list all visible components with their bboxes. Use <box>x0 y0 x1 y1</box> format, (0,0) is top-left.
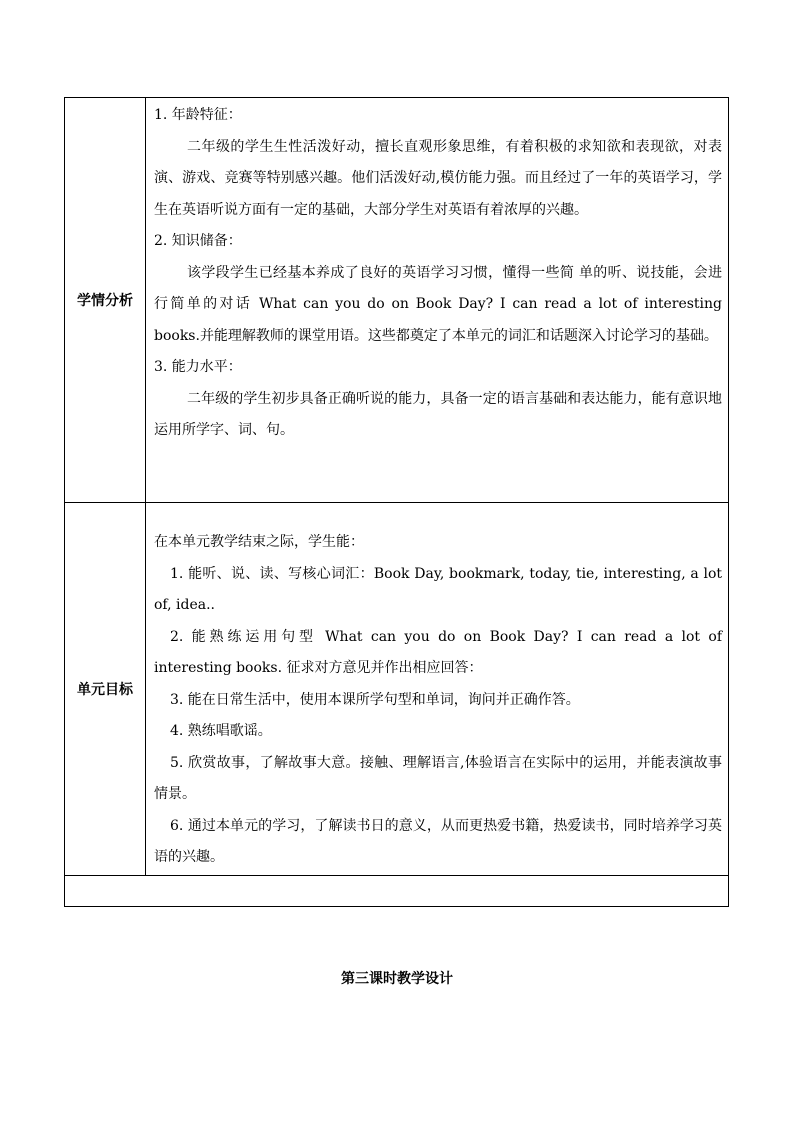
row-label-goals: 单元目标 <box>65 503 146 876</box>
goal-item-2: 2. 能熟练运用句型 What can you do on Book Day? I can read a lot of interesting books. 征求对方意见并作出相应回答： <box>154 628 722 676</box>
analysis-text-knowledge: 该学段学生已经基本养成了良好的英语学习习惯，懂得一些简 单的听、说技能，会进行简单的对话 What can you do on Book Day? I can read a lot of interesting books.并能理解教师的课堂用语。这些都奠定了本单元的词汇和话题深入讨论学习的基础。 <box>154 264 722 344</box>
table-row-goals <box>65 503 729 876</box>
analysis-heading-age: 1. 年龄特征： <box>154 107 242 123</box>
goals-content <box>146 503 729 876</box>
table-row-analysis <box>65 98 729 503</box>
analysis-heading-ability: 3. 能力水平： <box>154 359 242 375</box>
analysis-content <box>146 98 729 503</box>
empty-cell <box>65 876 729 907</box>
analysis-heading-knowledge: 2. 知识储备： <box>154 233 242 249</box>
lesson-plan-table <box>64 97 729 907</box>
row-label-analysis: 学情分析 <box>65 98 146 503</box>
goal-item-5: 5. 欣赏故事，了解故事大意。接触、理解语言,体验语言在实际中的运用，并能表演故事情景。 <box>154 754 722 802</box>
goal-item-3: 3. 能在日常生活中，使用本课所学句型和单词，询问并正确作答。 <box>170 691 580 708</box>
analysis-text-age: 二年级的学生生性活泼好动，擅长直观形象思维，有着积极的求知欲和表现欲，对表演、游戏、竞赛等特别感兴趣。他们活泼好动,模仿能力强。而且经过了一年的英语学习，学生在英语听说方面有一定的基础，大部分学生对英语有着浓厚的兴趣。 <box>154 138 722 218</box>
section-title: 第三课时教学设计 <box>341 971 453 987</box>
goal-item-4: 4. 熟练唱歌谣。 <box>170 723 272 739</box>
goal-item-1: 1. 能听、说、读、写核心词汇：Book Day, bookmark, today, tie, interesting, a lot of, idea.. <box>154 565 722 613</box>
goals-intro: 在本单元教学结束之际，学生能： <box>154 534 364 550</box>
goal-item-6: 6. 通过本单元的学习，了解读书日的意义，从而更热爱书籍，热爱读书，同时培养学习英语的兴趣。 <box>154 817 722 865</box>
table-row-empty <box>65 876 729 907</box>
analysis-text-ability: 二年级的学生初步具备正确听说的能力，具备一定的语言基础和表达能力，能有意识地运用所学字、词、句。 <box>154 390 722 438</box>
